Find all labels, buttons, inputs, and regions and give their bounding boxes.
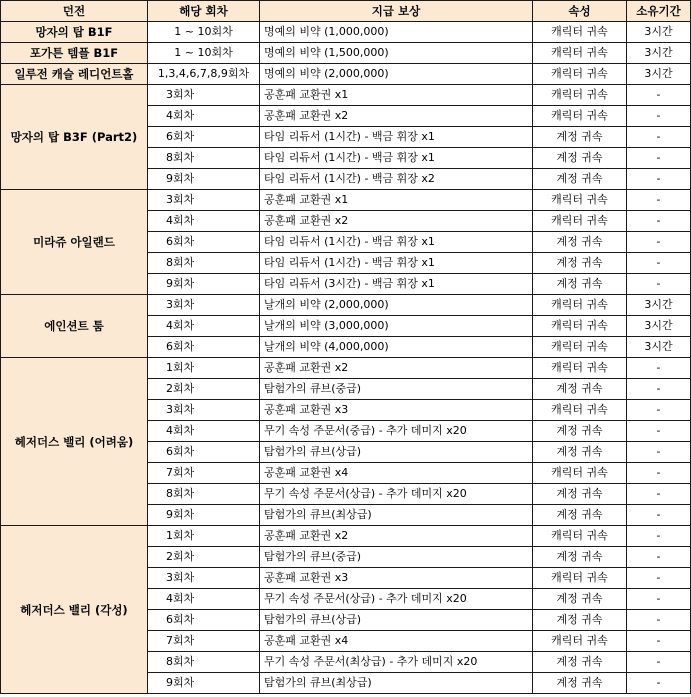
attribute-cell: 계정 귀속: [533, 232, 627, 253]
round-cell: 3회차: [148, 190, 260, 211]
attribute-cell: 계정 귀속: [533, 127, 627, 148]
attribute-cell: 캐릭터 귀속: [533, 22, 627, 43]
table-row: [1, 295, 691, 316]
reward-cell: 날개의 비약 (2,000,000): [260, 295, 533, 316]
dungeon-name: 일루전 캐슬 레디언트홀: [1, 64, 148, 85]
period-cell: -: [627, 274, 691, 295]
reward-cell: 무기 속성 주문서(상급) - 추가 데미지 x20: [260, 484, 533, 505]
period-cell: -: [627, 610, 691, 631]
reward-cell: 공훈패 교환권 x2: [260, 211, 533, 232]
reward-cell: 타임 리듀서 (3시간) - 백금 휘장 x1: [260, 274, 533, 295]
attribute-cell: 계정 귀속: [533, 274, 627, 295]
round-cell: 8회차: [148, 484, 260, 505]
attribute-cell: 계정 귀속: [533, 589, 627, 610]
attribute-cell: 캐릭터 귀속: [533, 85, 627, 106]
round-cell: 2회차: [148, 379, 260, 400]
attribute-cell: 캐릭터 귀속: [533, 190, 627, 211]
attribute-cell: 캐릭터 귀속: [533, 211, 627, 232]
round-cell: 6회차: [148, 337, 260, 358]
attribute-cell: 계정 귀속: [533, 379, 627, 400]
round-cell: 9회차: [148, 274, 260, 295]
reward-cell: 공훈패 교환권 x3: [260, 568, 533, 589]
reward-cell: 공훈패 교환권 x1: [260, 85, 533, 106]
reward-cell: 공훈패 교환권 x2: [260, 358, 533, 379]
period-cell: -: [627, 442, 691, 463]
attribute-cell: 계정 귀속: [533, 442, 627, 463]
round-cell: 9회차: [148, 169, 260, 190]
dungeon-name: 헤저더스 밸리 (어려움): [1, 358, 148, 526]
period-cell: -: [627, 652, 691, 673]
dungeon-name: 포가튼 템플 B1F: [1, 43, 148, 64]
attribute-cell: 캐릭터 귀속: [533, 358, 627, 379]
reward-cell: 탐험가의 큐브(중급): [260, 547, 533, 568]
reward-cell: 무기 속성 주문서(중급) - 추가 데미지 x20: [260, 421, 533, 442]
period-cell: 3시간: [627, 64, 691, 85]
table-row: [1, 22, 691, 43]
round-cell: 3회차: [148, 400, 260, 421]
reward-cell: 날개의 비약 (4,000,000): [260, 337, 533, 358]
reward-cell: 공훈패 교환권 x2: [260, 106, 533, 127]
round-cell: 8회차: [148, 148, 260, 169]
round-cell: 4회차: [148, 421, 260, 442]
table-row: [1, 358, 691, 379]
round-cell: 7회차: [148, 631, 260, 652]
header-reward: 지급 보상: [260, 1, 533, 22]
round-cell: 6회차: [148, 232, 260, 253]
period-cell: -: [627, 211, 691, 232]
attribute-cell: 계정 귀속: [533, 547, 627, 568]
period-cell: -: [627, 148, 691, 169]
reward-cell: 탐험가의 큐브(상급): [260, 442, 533, 463]
period-cell: -: [627, 232, 691, 253]
period-cell: -: [627, 127, 691, 148]
table-row: [1, 85, 691, 106]
attribute-cell: 계정 귀속: [533, 421, 627, 442]
round-cell: 7회차: [148, 463, 260, 484]
table-row: [1, 64, 691, 85]
header-row: [1, 1, 691, 22]
table-row: [1, 43, 691, 64]
dungeon-name: 에인션트 툼: [1, 295, 148, 358]
reward-cell: 공훈패 교환권 x4: [260, 631, 533, 652]
period-cell: 3시간: [627, 295, 691, 316]
header-dungeon: 던전: [1, 1, 148, 22]
dungeon-name: 헤저더스 밸리 (각성): [1, 526, 148, 694]
reward-cell: 공훈패 교환권 x3: [260, 400, 533, 421]
round-cell: 1 ~ 10회차: [148, 43, 260, 64]
attribute-cell: 캐릭터 귀속: [533, 568, 627, 589]
dungeon-name: 망자의 탑 B3F (Part2): [1, 85, 148, 190]
dungeon-name: 망자의 탑 B1F: [1, 22, 148, 43]
attribute-cell: 계정 귀속: [533, 610, 627, 631]
attribute-cell: 캐릭터 귀속: [533, 106, 627, 127]
period-cell: -: [627, 169, 691, 190]
period-cell: -: [627, 85, 691, 106]
header-round: 해당 회차: [148, 1, 260, 22]
round-cell: 4회차: [148, 589, 260, 610]
round-cell: 6회차: [148, 442, 260, 463]
period-cell: 3시간: [627, 43, 691, 64]
header-period: 소유기간: [627, 1, 691, 22]
round-cell: 4회차: [148, 211, 260, 232]
period-cell: -: [627, 631, 691, 652]
round-cell: 3회차: [148, 568, 260, 589]
attribute-cell: 캐릭터 귀속: [533, 64, 627, 85]
attribute-cell: 캐릭터 귀속: [533, 526, 627, 547]
reward-cell: 타임 리듀서 (1시간) - 백금 휘장 x1: [260, 148, 533, 169]
period-cell: -: [627, 379, 691, 400]
round-cell: 4회차: [148, 106, 260, 127]
round-cell: 8회차: [148, 652, 260, 673]
round-cell: 3회차: [148, 85, 260, 106]
dungeon-name: 미라쥬 아일랜드: [1, 190, 148, 295]
attribute-cell: 계정 귀속: [533, 253, 627, 274]
table-row: [1, 526, 691, 547]
period-cell: -: [627, 589, 691, 610]
period-cell: -: [627, 190, 691, 211]
attribute-cell: 계정 귀속: [533, 505, 627, 526]
reward-cell: 공훈패 교환권 x4: [260, 463, 533, 484]
round-cell: 1회차: [148, 526, 260, 547]
attribute-cell: 계정 귀속: [533, 652, 627, 673]
period-cell: -: [627, 673, 691, 694]
reward-cell: 타임 리듀서 (1시간) - 백금 휘장 x1: [260, 127, 533, 148]
period-cell: -: [627, 253, 691, 274]
period-cell: -: [627, 505, 691, 526]
attribute-cell: 계정 귀속: [533, 148, 627, 169]
attribute-cell: 캐릭터 귀속: [533, 631, 627, 652]
period-cell: -: [627, 484, 691, 505]
round-cell: 6회차: [148, 127, 260, 148]
period-cell: -: [627, 358, 691, 379]
reward-cell: 명예의 비약 (2,000,000): [260, 64, 533, 85]
round-cell: 2회차: [148, 547, 260, 568]
period-cell: -: [627, 400, 691, 421]
reward-cell: 탐험가의 큐브(중급): [260, 379, 533, 400]
reward-cell: 타임 리듀서 (1시간) - 백금 휘장 x2: [260, 169, 533, 190]
round-cell: 1,3,4,6,7,8,9회차: [148, 64, 260, 85]
attribute-cell: 캐릭터 귀속: [533, 337, 627, 358]
period-cell: -: [627, 106, 691, 127]
round-cell: 6회차: [148, 610, 260, 631]
round-cell: 9회차: [148, 673, 260, 694]
table-body: [1, 22, 691, 694]
header-attribute: 속성: [533, 1, 627, 22]
period-cell: -: [627, 568, 691, 589]
round-cell: 1 ~ 10회차: [148, 22, 260, 43]
round-cell: 8회차: [148, 253, 260, 274]
attribute-cell: 계정 귀속: [533, 169, 627, 190]
period-cell: -: [627, 547, 691, 568]
reward-cell: 탐험가의 큐브(최상급): [260, 505, 533, 526]
attribute-cell: 캐릭터 귀속: [533, 295, 627, 316]
period-cell: -: [627, 463, 691, 484]
table-row: [1, 190, 691, 211]
attribute-cell: 캐릭터 귀속: [533, 400, 627, 421]
reward-cell: 날개의 비약 (3,000,000): [260, 316, 533, 337]
reward-cell: 공훈패 교환권 x2: [260, 526, 533, 547]
period-cell: 3시간: [627, 22, 691, 43]
round-cell: 4회차: [148, 316, 260, 337]
reward-cell: 명예의 비약 (1,000,000): [260, 22, 533, 43]
reward-cell: 무기 속성 주문서(상급) - 추가 데미지 x20: [260, 589, 533, 610]
reward-cell: 탐험가의 큐브(최상급): [260, 673, 533, 694]
reward-cell: 명예의 비약 (1,500,000): [260, 43, 533, 64]
reward-cell: 무기 속성 주문서(최상급) - 추가 데미지 x20: [260, 652, 533, 673]
attribute-cell: 캐릭터 귀속: [533, 463, 627, 484]
reward-cell: 타임 리듀서 (1시간) - 백금 휘장 x1: [260, 232, 533, 253]
reward-cell: 공훈패 교환권 x1: [260, 190, 533, 211]
attribute-cell: 캐릭터 귀속: [533, 316, 627, 337]
reward-cell: 탐험가의 큐브(상급): [260, 610, 533, 631]
attribute-cell: 계정 귀속: [533, 673, 627, 694]
period-cell: 3시간: [627, 316, 691, 337]
reward-cell: 타임 리듀서 (1시간) - 백금 휘장 x1: [260, 253, 533, 274]
attribute-cell: 캐릭터 귀속: [533, 43, 627, 64]
round-cell: 9회차: [148, 505, 260, 526]
round-cell: 3회차: [148, 295, 260, 316]
attribute-cell: 계정 귀속: [533, 484, 627, 505]
period-cell: -: [627, 421, 691, 442]
period-cell: 3시간: [627, 337, 691, 358]
round-cell: 1회차: [148, 358, 260, 379]
period-cell: -: [627, 526, 691, 547]
